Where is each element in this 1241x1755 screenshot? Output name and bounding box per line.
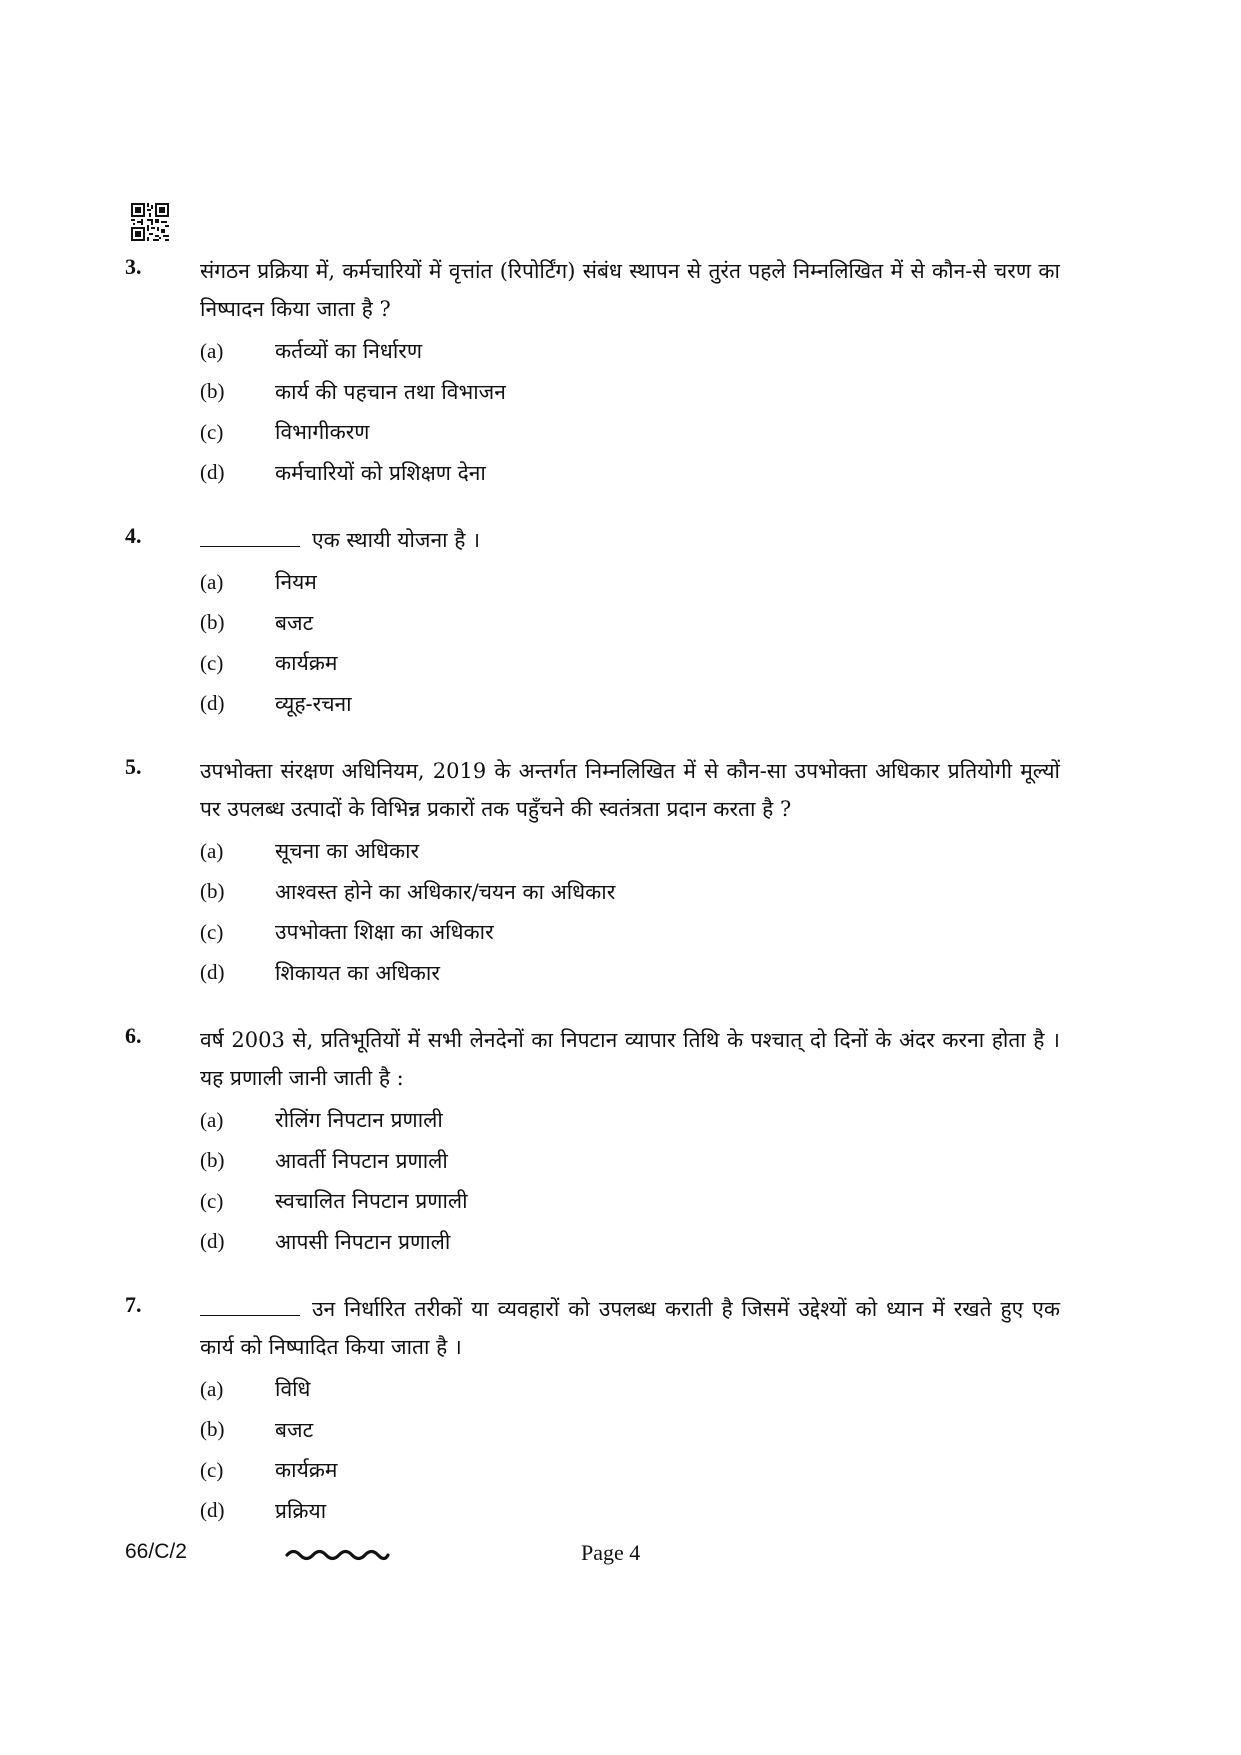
- option-text: कर्तव्यों का निर्धारण: [275, 339, 423, 364]
- option-d[interactable]: [200, 953, 1060, 994]
- option-text: कर्मचारियों को प्रशिक्षण देना: [275, 460, 486, 485]
- question-3: [125, 252, 1060, 493]
- option-label: (c): [200, 1457, 224, 1482]
- option-a[interactable]: [200, 562, 1060, 603]
- question-4: [125, 521, 1060, 724]
- option-text: आपसी निपटान प्रणाली: [275, 1229, 451, 1254]
- page-footer: [125, 1540, 1060, 1570]
- option-label: (a): [200, 338, 224, 363]
- option-label: (b): [200, 1148, 225, 1173]
- option-text: स्वचालित निपटान प्रणाली: [275, 1189, 468, 1214]
- option-label: (d): [200, 460, 225, 485]
- option-text: शिकायत का अधिकार: [275, 960, 440, 985]
- option-b[interactable]: [200, 372, 1060, 413]
- option-label: (a): [200, 569, 224, 594]
- options-list: [200, 831, 1060, 993]
- option-label: (c): [200, 650, 224, 675]
- options-list: [200, 562, 1060, 724]
- option-d[interactable]: [200, 684, 1060, 725]
- qr-code: [131, 203, 169, 241]
- option-label: (a): [200, 838, 224, 863]
- question-7: [125, 1290, 1060, 1531]
- question-number: 3.: [125, 254, 142, 279]
- options-list: [200, 1369, 1060, 1531]
- option-text: सूचना का अधिकार: [275, 839, 420, 864]
- option-text: प्रक्रिया: [275, 1498, 327, 1523]
- question-text-line: [200, 521, 1060, 559]
- option-b[interactable]: [200, 1410, 1060, 1451]
- option-text: उपभोक्ता शिक्षा का अधिकार: [275, 920, 494, 945]
- option-c[interactable]: [200, 412, 1060, 453]
- question-number: 6.: [125, 1023, 142, 1048]
- option-text: कार्यक्रम: [275, 1458, 338, 1483]
- option-text: विभागीकरण: [275, 420, 370, 445]
- option-text: रोलिंग निपटान प्रणाली: [275, 1108, 443, 1133]
- paper-code: 66/C/2: [125, 1540, 187, 1563]
- option-text: व्यूह-रचना: [275, 691, 352, 716]
- option-text: कार्य की पहचान तथा विभाजन: [275, 379, 506, 404]
- option-label: (c): [200, 419, 224, 444]
- option-label: (b): [200, 1417, 225, 1442]
- question-list: [125, 252, 1060, 1559]
- question-6: [125, 1021, 1060, 1262]
- option-label: (b): [200, 610, 225, 635]
- options-list: [200, 1100, 1060, 1262]
- options-list: [200, 331, 1060, 493]
- option-label: (d): [200, 1229, 225, 1254]
- option-text: आवर्ती निपटान प्रणाली: [275, 1148, 448, 1173]
- option-label: (b): [200, 879, 225, 904]
- option-label: (a): [200, 1376, 224, 1401]
- option-d[interactable]: [200, 453, 1060, 494]
- option-label: (d): [200, 1498, 225, 1523]
- option-c[interactable]: [200, 1450, 1060, 1491]
- option-a[interactable]: [200, 331, 1060, 372]
- option-text: विधि: [275, 1377, 311, 1402]
- question-text: उन निर्धारित तरीकों या व्यवहारों को उपलब्ध कराती है जिसमें उद्देश्यों को ध्यान में रखते हुए एक कार्य को निष्पादित किया जाता है ।: [200, 1297, 1060, 1359]
- option-text: कार्यक्रम: [275, 651, 338, 676]
- option-c[interactable]: [200, 643, 1060, 684]
- option-a[interactable]: [200, 1369, 1060, 1410]
- question-number: 4.: [125, 523, 142, 548]
- option-text: नियम: [275, 570, 317, 595]
- option-text: आश्वस्त होने का अधिकार/चयन का अधिकार: [275, 879, 616, 904]
- question-5: [125, 752, 1060, 993]
- question-text-line: [200, 1290, 1060, 1366]
- question-number: 5.: [125, 754, 142, 779]
- option-label: (b): [200, 379, 225, 404]
- option-c[interactable]: [200, 912, 1060, 953]
- option-label: (c): [200, 1188, 224, 1213]
- option-d[interactable]: [200, 1222, 1060, 1263]
- fill-in-blank: [200, 1293, 300, 1316]
- option-d[interactable]: [200, 1491, 1060, 1532]
- question-text: उपभोक्ता संरक्षण अधिनियम, 2019 के अन्तर्गत निम्नलिखित में से कौन-सा उपभोक्ता अधिकार प्रतियोगी मूल्यों पर उपलब्ध उत्पादों के विभिन्न प्रकारों तक पहुँचने की स्वतंत्रता प्रदान करता है ?: [200, 759, 1060, 821]
- option-b[interactable]: [200, 872, 1060, 913]
- fill-in-blank: [200, 524, 300, 547]
- option-a[interactable]: [200, 831, 1060, 872]
- wave-ornament: [285, 1546, 390, 1562]
- option-text: बजट: [275, 1417, 314, 1442]
- question-text: वर्ष 2003 से, प्रतिभूतियों में सभी लेनदेनों का निपटान व्यापार तिथि के पश्चात् दो दिनों के अंदर करना होता है । यह प्रणाली जानी जाती है :: [200, 1028, 1060, 1090]
- option-label: (c): [200, 919, 224, 944]
- option-b[interactable]: [200, 1141, 1060, 1182]
- question-number: 7.: [125, 1292, 142, 1317]
- option-text: बजट: [275, 610, 314, 635]
- option-label: (d): [200, 691, 225, 716]
- option-a[interactable]: [200, 1100, 1060, 1141]
- page-number: Page 4: [581, 1540, 641, 1565]
- question-text: संगठन प्रक्रिया में, कर्मचारियों में वृत्तांत (रिपोर्टिंग) संबंध स्थापन से तुरंत पहले निम्नलिखित में से कौन-से चरण का निष्पादन किया जाता है ?: [200, 259, 1060, 321]
- option-label: (a): [200, 1107, 224, 1132]
- question-text: एक स्थायी योजना है ।: [312, 528, 481, 552]
- option-label: (d): [200, 960, 225, 985]
- option-b[interactable]: [200, 603, 1060, 644]
- option-c[interactable]: [200, 1181, 1060, 1222]
